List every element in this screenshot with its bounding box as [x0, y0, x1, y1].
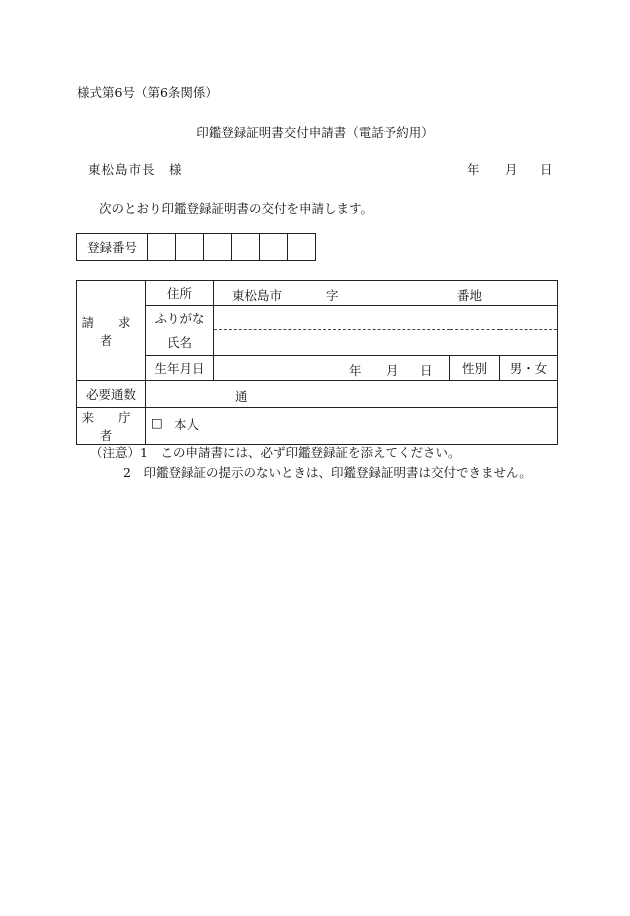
furigana-label: ふりがな	[146, 306, 214, 330]
registration-digit-box[interactable]	[204, 234, 232, 261]
copies-label: 必要通数	[77, 381, 146, 408]
name-field[interactable]	[214, 330, 558, 356]
registration-digit-box[interactable]	[176, 234, 204, 261]
date-year-label: 年	[467, 162, 480, 177]
address-label: 住所	[146, 281, 214, 306]
sex-options[interactable]: 男・女	[500, 356, 558, 381]
registration-number-label: 登録番号	[77, 234, 148, 261]
birth-day-label: 日	[420, 363, 433, 378]
self-checkbox[interactable]: □	[151, 415, 163, 430]
intro-text: 次のとおり印鑑登録証明書の交付を申請します。	[99, 201, 374, 216]
addressee: 東松島市長 様	[88, 162, 183, 177]
address-aza: 字	[326, 288, 339, 303]
birthdate-field[interactable]	[214, 356, 450, 381]
address-field[interactable]	[214, 281, 558, 306]
registration-digit-box[interactable]	[148, 234, 176, 261]
copies-unit: 通	[235, 389, 248, 404]
birth-month-label: 月	[386, 363, 399, 378]
registration-digit-box[interactable]	[232, 234, 260, 261]
applicant-section-label: 請 求 者	[77, 281, 146, 381]
applicant-table	[76, 280, 558, 445]
furigana-field[interactable]	[214, 306, 558, 330]
self-option-label: 本人	[174, 417, 200, 432]
copies-field[interactable]	[146, 381, 558, 408]
form-number: 様式第6号（第6条関係）	[77, 85, 218, 100]
birthdate-label: 生年月日	[146, 356, 214, 381]
birth-year-label: 年	[349, 363, 362, 378]
registration-number-table	[76, 233, 316, 261]
registration-digit-box[interactable]	[260, 234, 288, 261]
visitor-label: 来 庁 者	[77, 408, 146, 445]
note-line-2: 2 印鑑登録証の提示のないときは、印鑑登録証明書は交付できません。	[123, 465, 532, 480]
address-city: 東松島市	[232, 288, 283, 303]
date-day-label: 日	[540, 162, 553, 177]
name-label: 氏名	[146, 330, 214, 356]
address-banchi: 番地	[457, 288, 483, 303]
sex-label: 性別	[450, 356, 500, 381]
date-month-label: 月	[505, 162, 518, 177]
note-line-1: （注意）1 この申請書には、必ず印鑑登録証を添えてください。	[90, 445, 461, 460]
document-title: 印鑑登録証明書交付申請書（電話予約用）	[196, 125, 434, 140]
registration-digit-box[interactable]	[288, 234, 316, 261]
visitor-field	[146, 408, 558, 445]
